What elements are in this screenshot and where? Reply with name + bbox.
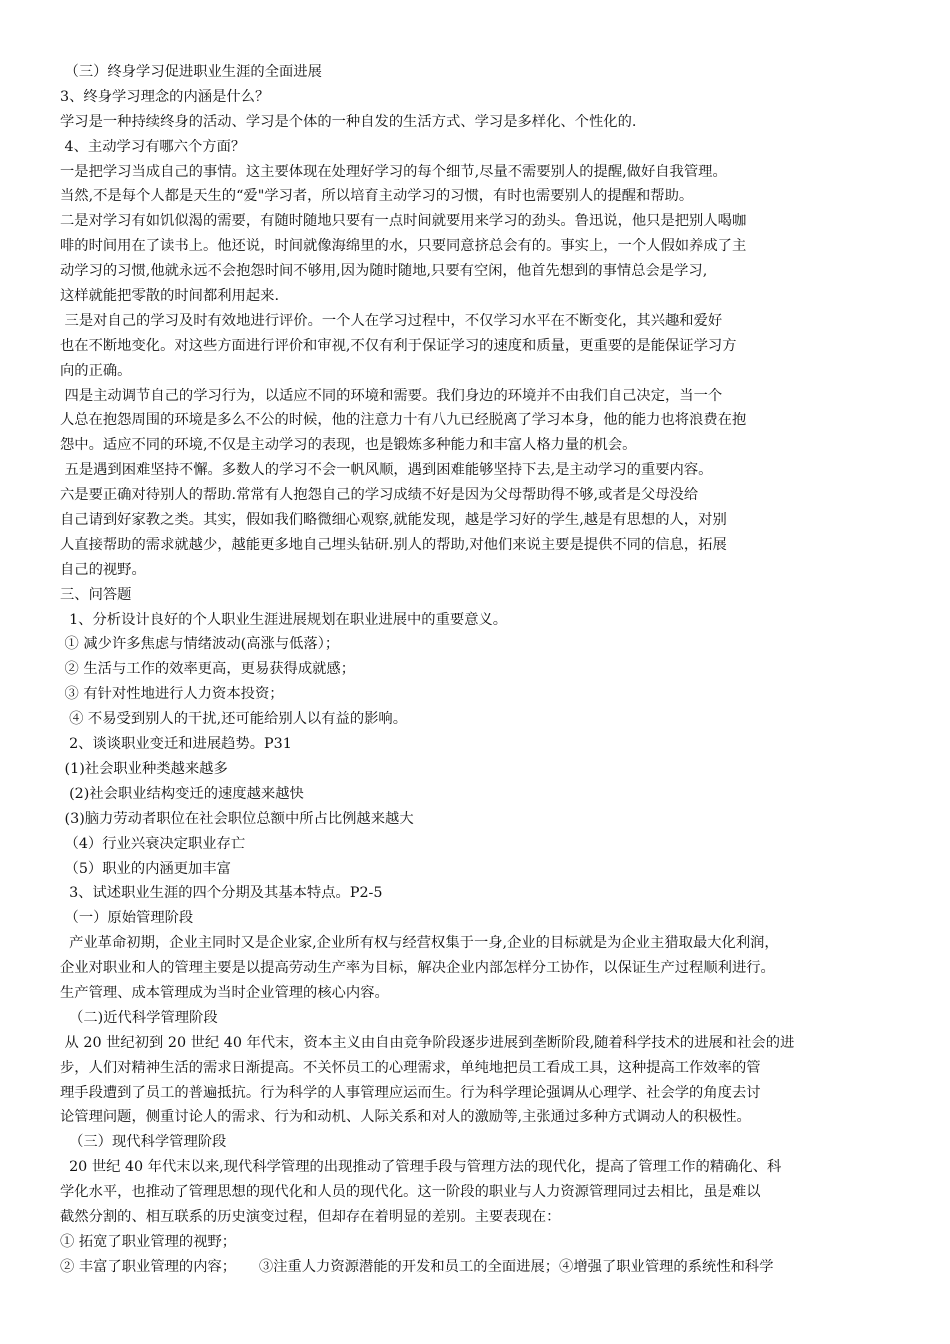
text-line: 怨中。适应不同的环境,不仅是主动学习的表现，也是锻炼多种能力和丰富人格力量的机会。 <box>60 437 637 454</box>
text-line: 学习是一种持续终身的活动、学习是个体的一种自发的生活方式、学习是多样化、个性化的. <box>60 113 637 130</box>
text-line: ③ 有针对性地进行人力资本投资； <box>60 686 284 703</box>
text-line: 论管理问题，侧重讨论人的需求、行为和动机、人际关系和对人的激励等,主张通过多种方式调动人的积极性。 <box>60 1109 751 1126</box>
text-line: ① 减少许多焦虑与情绪波动(高涨与低落）； <box>60 636 340 653</box>
text-line: (2)社会职业结构变迁的速度越来越快 <box>60 785 304 802</box>
text-line: （三）终身学习促进职业生涯的全面进展 <box>60 64 322 80</box>
text-line: 三是对自己的学习及时有效地进行评价。一个人在学习过程中，不仅学习水平在不断变化，其兴趣和爱好 <box>60 312 723 329</box>
text-line: 人直接帮助的需求就越少，越能更多地自己埋头钻研.别人的帮助,对他们来说主要是提供不同的信息，拓展 <box>60 536 727 553</box>
text-line: （一）原始管理阶段 <box>60 910 194 927</box>
text-line: 也在不断地变化。对这些方面进行评价和审视,不仅有利于保证学习的速度和质量，更重要的是能保证学习方 <box>60 337 737 354</box>
text-line: 自己请到好家教之类。其实，假如我们略微细心观察,就能发现，越是学习好的学生,越是有思想的人，对别 <box>60 512 727 529</box>
text-line: ① 拓宽了职业管理的视野； <box>60 1233 237 1250</box>
text-line: （二)近代科学管理阶段 <box>60 1009 218 1026</box>
text-line: 学化水平，也推动了管理思想的现代化和人员的现代化。这一阶段的职业与人力资源管理同过去相比，虽是难以 <box>60 1184 761 1201</box>
text-line: 人总在抱怨周围的环境是多么不公的时候，他的注意力十有八九已经脱离了学习本身，他的能力也将浪费在抱 <box>60 412 747 429</box>
text-line: 动学习的习惯,他就永远不会抱怨时间不够用,因为随时随地,只要有空闲，他首先想到的事情总会是学习, <box>60 263 708 280</box>
text-line: 2、谈谈职业变迁和进展趋势。P31 <box>60 736 292 753</box>
text-line: 4、主动学习有哪六个方面？ <box>60 138 246 155</box>
text-line: 一是把学习当成自己的事情。这主要体现在处理好学习的每个细节,尽量不需要别人的提醒,做好自我管理。 <box>60 163 727 180</box>
text-line: 3、终身学习理念的内涵是什么？ <box>60 88 270 105</box>
text-line: 截然分割的、相互联系的历史演变过程，但却存在着明显的差别。主要表现在： <box>60 1208 561 1225</box>
text-line: ④ 不易受到别人的干扰,还可能给别人以有益的影响。 <box>60 711 408 728</box>
text-line: 3、试述职业生涯的四个分期及其基本特点。P2-5 <box>60 885 383 902</box>
text-line: 四是主动调节自己的学习行为，以适应不同的环境和需要。我们身边的环境并不由我们自己决定，当一个 <box>60 387 723 404</box>
text-line: ② 丰富了职业管理的内容； ③注重人力资源潜能的开发和员工的全面进展；④增强了职业管理的系统性和科学 <box>60 1258 774 1275</box>
text-line: 企业对职业和人的管理主要是以提高劳动生产率为目标，解决企业内部怎样分工协作，以保证生产过程顺利进行。 <box>60 960 775 977</box>
text-line: 20 世纪 40 年代末以来,现代科学管理的出现推动了管理手段与管理方法的现代化，提高了管理工作的精确化、科 <box>60 1159 782 1176</box>
text-line: 三、问答题 <box>60 586 132 603</box>
text-line: 五是遇到困难坚持不懈。多数人的学习不会一帆风顺，遇到困难能够坚持下去,是主动学习的重要内容。 <box>60 462 713 479</box>
text-line: （三）现代科学管理阶段 <box>60 1134 227 1151</box>
text-line: 六是要正确对待别人的帮助.常常有人抱怨自己的学习成绩不好是因为父母帮助得不够,或者是父母没给 <box>60 487 699 504</box>
text-line: ② 生活与工作的效率更高，更易获得成就感； <box>60 661 356 678</box>
text-line: 向的正确。 <box>60 362 132 379</box>
text-line: 生产管理、成本管理成为当时企业管理的核心内容。 <box>60 984 389 1001</box>
text-line: 从 20 世纪初到 20 世纪 40 年代末，资本主义由自由竞争阶段逐步进展到垄断阶段,随着科学技术的进展和社会的进 <box>60 1034 795 1051</box>
text-line: 这样就能把零散的时间都利用起来. <box>60 288 279 305</box>
document-body <box>60 60 910 1280</box>
text-line: 产业革命初期，企业主同时又是企业家,企业所有权与经营权集于一身,企业的目标就是为企业主猎取最大化利润， <box>60 935 779 952</box>
text-line: 步，人们对精神生活的需求日渐提高。不关怀员工的心理需求，单纯地把员工看成工具，这种提高工作效率的管 <box>60 1059 761 1076</box>
text-line: 理手段遭到了员工的普遍抵抗。行为科学的人事管理应运而生。行为科学理论强调从心理学、社会学的角度去讨 <box>60 1084 761 1101</box>
text-line: （4）行业兴衰决定职业存亡 <box>60 835 246 852</box>
text-line: 啡的时间用在了读书上。他还说，时间就像海绵里的水，只要同意挤总会有的。事实上，一个人假如养成了主 <box>60 238 747 255</box>
text-line: 当然,不是每个人都是天生的“爱"学习者，所以培育主动学习的习惯，有时也需要别人的提醒和帮助。 <box>60 188 694 205</box>
text-line: (3)脑力劳动者职位在社会职位总额中所占比例越来越大 <box>60 810 414 827</box>
text-line: (1)社会职业种类越来越多 <box>60 760 228 777</box>
text-line: （5）职业的内涵更加丰富 <box>60 860 231 877</box>
text-line: 二是对学习有如饥似渴的需要，有随时随地只要有一点时间就要用来学习的劲头。鲁迅说，他只是把别人喝咖 <box>60 213 747 230</box>
text-line: 1、分析设计良好的个人职业生涯进展规划在职业进展中的重要意义。 <box>60 611 508 628</box>
text-line: 自己的视野。 <box>60 561 146 578</box>
